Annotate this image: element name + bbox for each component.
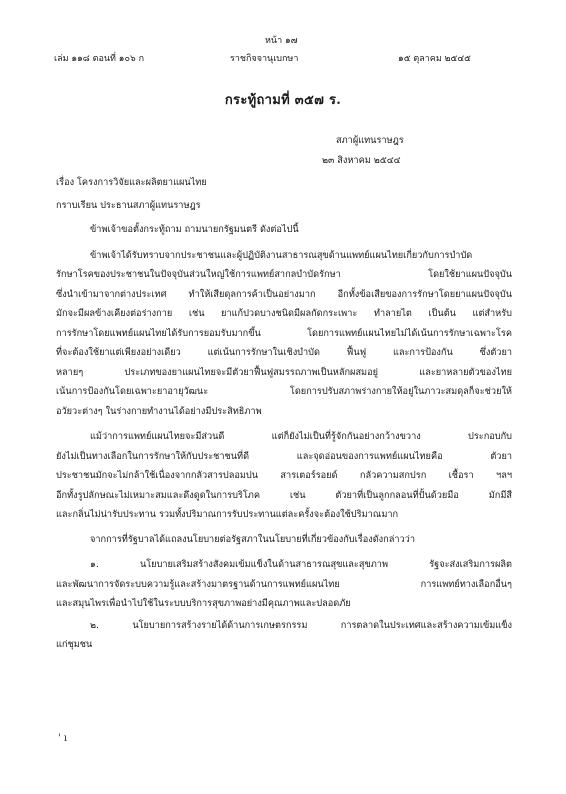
text-line: อีกทั้งรูปลักษณะไม่เหมาะสมและดึงดูดในการบริโภค เช่น ตัวยาที่เป็นลูกกลอนที่ปั้นด้วยมือ มักมีสี xyxy=(56,490,512,501)
text-line: ยังไม่เป็นทางเลือกในการรักษาให้กับประชาชนที่ดี และจุดอ่อนของการแพทย์แผนไทยคือ ตัวยา xyxy=(56,451,512,462)
text-line: ๑. นโยบายเสริมสร้างสังคมเข้มแข็งในด้านสาธารณสุขและสุขภาพ รัฐจะส่งเสริมการผลิต xyxy=(90,559,512,570)
text-line: ที่จะต้องใช้ยาแต่เพียงอย่างเดียว แต่เน้นการรักษาในเชิงบำบัด ฟื้นฟู และการป้องกัน ซึ่งตัวยา xyxy=(56,347,512,358)
gazette-name: ราชกิจจานุเบกษา xyxy=(230,54,299,64)
text-line: ข้าพเจ้าได้รับทราบจากประชาชนและผู้ปฏิบัติงานสาธารณสุขด้านแพทย์แผนไทยเกี่ยวกับการบำบัด xyxy=(90,250,473,261)
subject-line: เรื่อง โครงการวิจัยและผลิตยาแผนไทย xyxy=(56,177,207,188)
intro-line: ข้าพเจ้าขอตั้งกระทู้ถาม ถามนายกรัฐมนตรี ดังต่อไปนี้ xyxy=(90,224,299,235)
salutation-line: กราบเรียน ประธานสภาผู้แทนราษฎร xyxy=(56,200,201,211)
sender-organization: สภาผู้แทนราษฎร xyxy=(336,135,404,146)
document-title: กระทู้ถามที่ ๓๕๗ ร. xyxy=(224,93,342,108)
text-line: และพัฒนาการจัดระบบความรู้และสร้างมาตรฐานด้านการแพทย์แผนไทย การแพทย์ทางเลือกอื่นๆ xyxy=(56,579,512,590)
text-line: ประชาชนมักจะไม่กล้าใช้เนื่องจากกลัวสารปลอมปน สารเตอร์รอยด์ กลัวความสกปรก เชื้อรา ฯลฯ xyxy=(56,470,512,481)
margin-mark: ' ı xyxy=(58,733,68,744)
text-line: อวัยวะต่างๆ ในร่างกายทำงานได้อย่างมีประสิทธิภาพ xyxy=(56,406,262,417)
page-number: หน้า ๑๗ xyxy=(265,36,298,46)
text-line: มักจะมีผลข้างเคียงต่อร่างกาย เช่น ยาแก้ปวดบางชนิดมีผลกัดกระเพาะ ทำลายไต เป็นต้น แต่สำหรับ xyxy=(56,308,512,319)
text-line: แก่ชุมชน xyxy=(56,639,93,650)
text-line: หลายๆ ประเภทของยาแผนไทยจะมีตัวยาฟื้นฟูสมรรถภาพเป็นหลักผสมอยู่ และยาหลายตัวของไทย xyxy=(56,367,512,378)
text-line: จากการที่รัฐบาลได้แถลงนโยบายต่อรัฐสภาในนโยบายที่เกี่ยวข้องกับเรื่องดังกล่าวว่า xyxy=(90,534,415,545)
text-line: รักษาโรคของประชาชนในปัจจุบันส่วนใหญ่ใช้การแพทย์สากลบำบัดรักษา โดยใช้ยาแผนปัจจุบัน xyxy=(56,269,512,280)
sender-date: ๒๓ สิงหาคม ๒๕๔๔ xyxy=(322,155,401,166)
text-line: แม้ว่าการแพทย์แผนไทยจะมีส่วนดี แต่ก็ยังไม่เป็นที่รู้จักกันอย่างกว้างขวาง ประกอบกับ xyxy=(90,431,512,442)
volume-issue: เล่ม ๑๑๘ ตอนที่ ๑๐๖ ก xyxy=(54,54,145,64)
text-line: ซึ่งนำเข้ามาจากต่างประเทศ ทำให้เสียดุลการค้าเป็นอย่างมาก อีกทั้งข้อเสียของการรักษาโดยยาแผนปัจจุบัน xyxy=(56,289,512,300)
text-line: การรักษาโดยแพทย์แผนไทยได้รับการยอมรับมากขึ้น โดยการแพทย์แผนไทยไม่ได้เน้นการรักษาเฉพาะโรค xyxy=(56,328,512,339)
text-line: ๒. นโยบายการสร้างรายได้ด้านการเกษตรกรรม การตลาดในประเทศและสร้างความเข้มแข็ง xyxy=(90,620,512,631)
gazette-date: ๑๕ ตุลาคม ๒๕๔๕ xyxy=(398,54,471,64)
text-line: และสมุนไพรเพื่อนำไปใช้ในระบบบริการสุขภาพอย่างมีคุณภาพและปลอดภัย xyxy=(56,598,351,609)
text-line: และกลิ่นไม่น่ารับประทาน รวมทั้งปริมาณการรับประทานแต่ละครั้งจะต้องใช้ปริมาณมาก xyxy=(56,509,399,520)
text-line: เน้นการป้องกันโดยเฉพาะยาอายุวัฒนะ โดยการปรับสภาพร่างกายให้อยู่ในภาวะสมดุลก็จะช่วยให้ xyxy=(56,386,512,397)
